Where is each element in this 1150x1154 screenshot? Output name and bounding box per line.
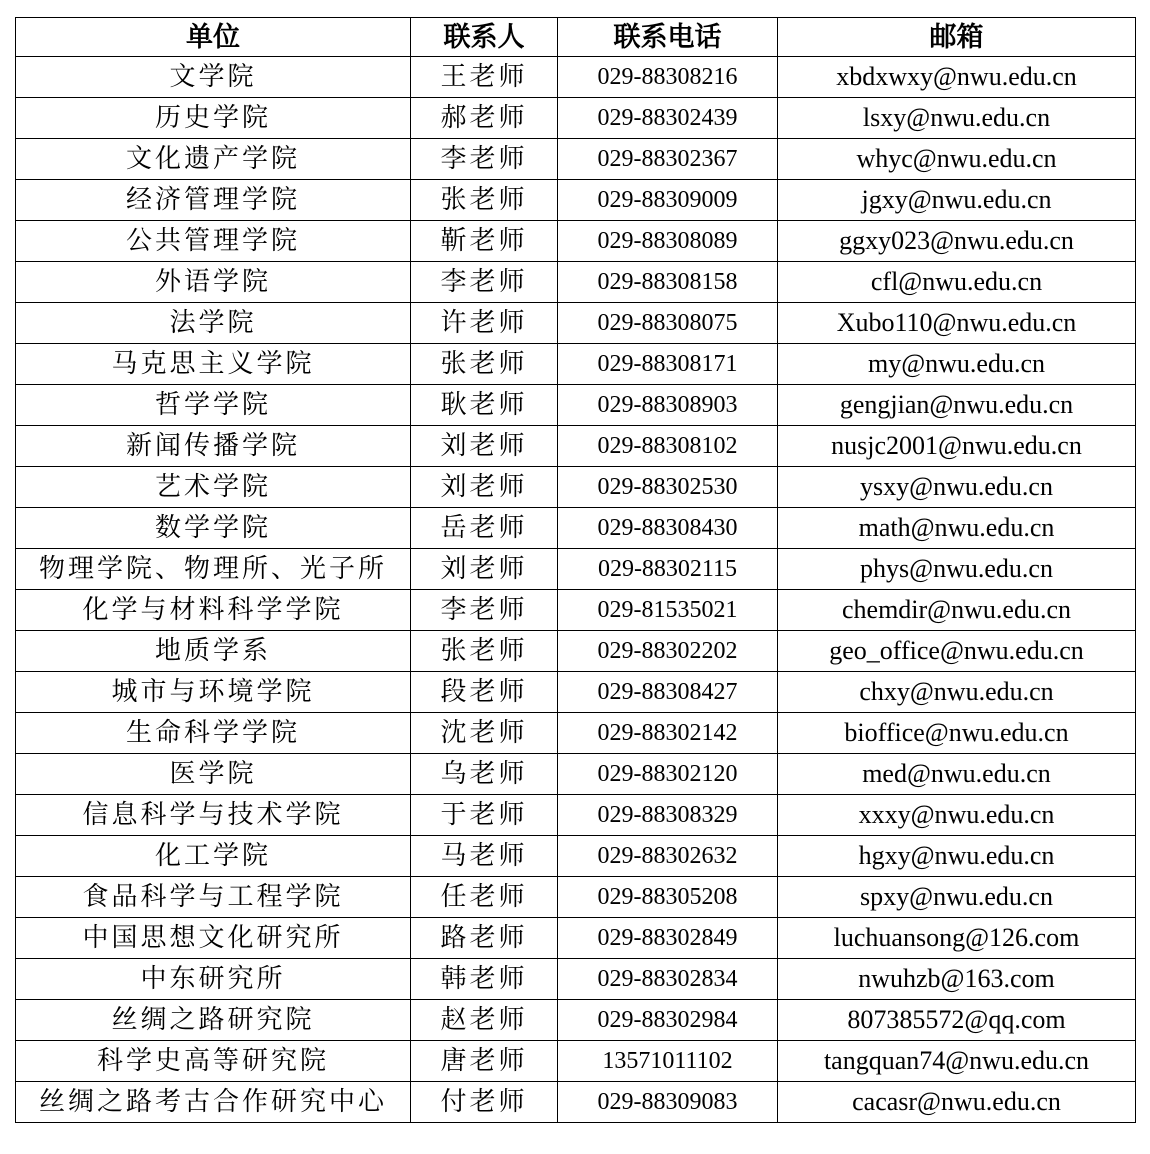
cell-email: math@nwu.edu.cn — [778, 508, 1136, 549]
table-row — [16, 672, 1136, 713]
cell-phone: 029-88302530 — [558, 467, 778, 508]
cell-email: ysxy@nwu.edu.cn — [778, 467, 1136, 508]
cell-email: tangquan74@nwu.edu.cn — [778, 1041, 1136, 1082]
cell-unit: 数学学院 — [16, 508, 411, 549]
cell-phone: 029-88308171 — [558, 344, 778, 385]
cell-email: cacasr@nwu.edu.cn — [778, 1082, 1136, 1123]
cell-email: nwuhzb@163.com — [778, 959, 1136, 1000]
cell-phone: 029-88308216 — [558, 57, 778, 98]
cell-contact: 耿老师 — [411, 385, 558, 426]
table-row — [16, 836, 1136, 877]
cell-unit: 信息科学与技术学院 — [16, 795, 411, 836]
table-row — [16, 959, 1136, 1000]
header-contact: 联系人 — [411, 18, 558, 57]
table-row — [16, 426, 1136, 467]
table-row — [16, 344, 1136, 385]
table-row — [16, 713, 1136, 754]
table-row — [16, 98, 1136, 139]
cell-contact: 岳老师 — [411, 508, 558, 549]
cell-email: geo_office@nwu.edu.cn — [778, 631, 1136, 672]
cell-contact: 张老师 — [411, 344, 558, 385]
cell-unit: 食品科学与工程学院 — [16, 877, 411, 918]
table-row — [16, 877, 1136, 918]
cell-phone: 029-88302367 — [558, 139, 778, 180]
cell-unit: 哲学学院 — [16, 385, 411, 426]
cell-phone: 029-88302632 — [558, 836, 778, 877]
cell-unit: 化工学院 — [16, 836, 411, 877]
cell-email: phys@nwu.edu.cn — [778, 549, 1136, 590]
cell-phone: 029-88302984 — [558, 1000, 778, 1041]
cell-email: 807385572@qq.com — [778, 1000, 1136, 1041]
cell-phone: 029-88302849 — [558, 918, 778, 959]
table-row — [16, 262, 1136, 303]
cell-contact: 段老师 — [411, 672, 558, 713]
cell-unit: 法学院 — [16, 303, 411, 344]
table-row — [16, 180, 1136, 221]
cell-email: cfl@nwu.edu.cn — [778, 262, 1136, 303]
cell-contact: 刘老师 — [411, 426, 558, 467]
table-row — [16, 57, 1136, 98]
table-body — [16, 57, 1136, 1123]
cell-unit: 马克思主义学院 — [16, 344, 411, 385]
cell-contact: 唐老师 — [411, 1041, 558, 1082]
cell-contact: 刘老师 — [411, 549, 558, 590]
cell-contact: 李老师 — [411, 590, 558, 631]
cell-unit: 丝绸之路研究院 — [16, 1000, 411, 1041]
table-row — [16, 631, 1136, 672]
table-row — [16, 918, 1136, 959]
cell-email: med@nwu.edu.cn — [778, 754, 1136, 795]
table-row — [16, 1041, 1136, 1082]
table-row — [16, 221, 1136, 262]
cell-phone: 029-88308430 — [558, 508, 778, 549]
cell-email: xbdxwxy@nwu.edu.cn — [778, 57, 1136, 98]
table-row — [16, 303, 1136, 344]
table-row — [16, 549, 1136, 590]
cell-email: nusjc2001@nwu.edu.cn — [778, 426, 1136, 467]
cell-unit: 物理学院、物理所、光子所 — [16, 549, 411, 590]
cell-contact: 韩老师 — [411, 959, 558, 1000]
cell-contact: 许老师 — [411, 303, 558, 344]
cell-phone: 13571011102 — [558, 1041, 778, 1082]
cell-email: luchuansong@126.com — [778, 918, 1136, 959]
cell-phone: 029-88302202 — [558, 631, 778, 672]
cell-email: ggxy023@nwu.edu.cn — [778, 221, 1136, 262]
cell-contact: 郝老师 — [411, 98, 558, 139]
cell-contact: 李老师 — [411, 139, 558, 180]
cell-phone: 029-88302115 — [558, 549, 778, 590]
cell-phone: 029-88308075 — [558, 303, 778, 344]
cell-unit: 文学院 — [16, 57, 411, 98]
cell-phone: 029-88302142 — [558, 713, 778, 754]
cell-contact: 张老师 — [411, 180, 558, 221]
cell-email: gengjian@nwu.edu.cn — [778, 385, 1136, 426]
table-row — [16, 1082, 1136, 1123]
cell-phone: 029-88309009 — [558, 180, 778, 221]
cell-unit: 化学与材料科学学院 — [16, 590, 411, 631]
cell-unit: 地质学系 — [16, 631, 411, 672]
header-row — [16, 18, 1136, 57]
cell-email: chxy@nwu.edu.cn — [778, 672, 1136, 713]
cell-phone: 029-88308158 — [558, 262, 778, 303]
cell-contact: 李老师 — [411, 262, 558, 303]
cell-email: spxy@nwu.edu.cn — [778, 877, 1136, 918]
cell-phone: 029-88302120 — [558, 754, 778, 795]
cell-contact: 乌老师 — [411, 754, 558, 795]
cell-unit: 艺术学院 — [16, 467, 411, 508]
cell-unit: 历史学院 — [16, 98, 411, 139]
cell-unit: 科学史高等研究院 — [16, 1041, 411, 1082]
cell-email: my@nwu.edu.cn — [778, 344, 1136, 385]
table-header — [16, 18, 1136, 57]
cell-phone: 029-88302439 — [558, 98, 778, 139]
header-phone: 联系电话 — [558, 18, 778, 57]
cell-unit: 生命科学学院 — [16, 713, 411, 754]
table-row — [16, 385, 1136, 426]
table-row — [16, 1000, 1136, 1041]
contact-table — [15, 17, 1136, 1123]
cell-email: jgxy@nwu.edu.cn — [778, 180, 1136, 221]
table-row — [16, 754, 1136, 795]
cell-contact: 任老师 — [411, 877, 558, 918]
cell-contact: 付老师 — [411, 1082, 558, 1123]
cell-unit: 医学院 — [16, 754, 411, 795]
table-row — [16, 139, 1136, 180]
cell-phone: 029-88308102 — [558, 426, 778, 467]
cell-phone: 029-88308903 — [558, 385, 778, 426]
header-unit: 单位 — [16, 18, 411, 57]
cell-contact: 于老师 — [411, 795, 558, 836]
cell-unit: 公共管理学院 — [16, 221, 411, 262]
cell-unit: 丝绸之路考古合作研究中心 — [16, 1082, 411, 1123]
cell-email: hgxy@nwu.edu.cn — [778, 836, 1136, 877]
cell-contact: 路老师 — [411, 918, 558, 959]
cell-phone: 029-88308427 — [558, 672, 778, 713]
cell-phone: 029-88305208 — [558, 877, 778, 918]
cell-phone: 029-88308089 — [558, 221, 778, 262]
cell-email: Xubo110@nwu.edu.cn — [778, 303, 1136, 344]
cell-phone: 029-88302834 — [558, 959, 778, 1000]
cell-email: xxxy@nwu.edu.cn — [778, 795, 1136, 836]
cell-email: bioffice@nwu.edu.cn — [778, 713, 1136, 754]
cell-unit: 文化遗产学院 — [16, 139, 411, 180]
table-row — [16, 508, 1136, 549]
table-row — [16, 467, 1136, 508]
cell-unit: 中东研究所 — [16, 959, 411, 1000]
header-email: 邮箱 — [778, 18, 1136, 57]
cell-unit: 城市与环境学院 — [16, 672, 411, 713]
cell-contact: 王老师 — [411, 57, 558, 98]
cell-phone: 029-81535021 — [558, 590, 778, 631]
cell-contact: 靳老师 — [411, 221, 558, 262]
cell-unit: 外语学院 — [16, 262, 411, 303]
cell-unit: 中国思想文化研究所 — [16, 918, 411, 959]
cell-contact: 马老师 — [411, 836, 558, 877]
cell-phone: 029-88308329 — [558, 795, 778, 836]
cell-phone: 029-88309083 — [558, 1082, 778, 1123]
cell-email: lsxy@nwu.edu.cn — [778, 98, 1136, 139]
cell-unit: 经济管理学院 — [16, 180, 411, 221]
cell-contact: 赵老师 — [411, 1000, 558, 1041]
table-row — [16, 795, 1136, 836]
table-row — [16, 590, 1136, 631]
cell-contact: 刘老师 — [411, 467, 558, 508]
cell-email: chemdir@nwu.edu.cn — [778, 590, 1136, 631]
cell-contact: 张老师 — [411, 631, 558, 672]
cell-contact: 沈老师 — [411, 713, 558, 754]
cell-unit: 新闻传播学院 — [16, 426, 411, 467]
cell-email: whyc@nwu.edu.cn — [778, 139, 1136, 180]
